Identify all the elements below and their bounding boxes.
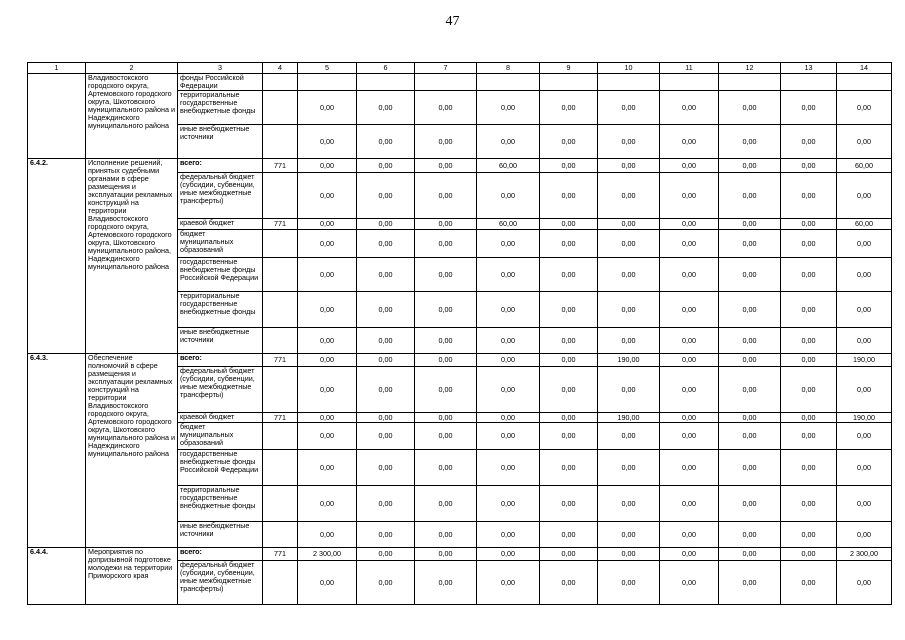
amount-cell: 0,00 <box>598 548 660 561</box>
funding-source: бюджет муниципальных образований <box>178 423 263 450</box>
budget-code <box>263 486 298 522</box>
amount-cell: 60,00 <box>477 219 540 230</box>
budget-code <box>263 91 298 125</box>
amount-cell: 0,00 <box>540 423 598 450</box>
amount-cell: 0,00 <box>719 328 781 354</box>
amount-cell: 0,00 <box>415 413 477 423</box>
amount-cell: 0,00 <box>298 354 357 367</box>
amount-cell: 0,00 <box>598 561 660 605</box>
amount-cell: 0,00 <box>781 292 837 328</box>
funding-source: фонды Российской Федерации <box>178 74 263 91</box>
amount-cell: 0,00 <box>415 561 477 605</box>
amount-cell: 0,00 <box>719 450 781 486</box>
amount-cell: 2 300,00 <box>298 548 357 561</box>
amount-cell: 0,00 <box>415 450 477 486</box>
item-name: Обеспечение полномочий в сфере размещения и эксплуатации рекламных конструкций на территории Владивостокского городского округа, Артемовского городского округа, Шкотовского муниципального района и Надеждинского муниципального района <box>86 354 178 548</box>
header-cell: 8 <box>477 63 540 74</box>
amount-cell: 0,00 <box>719 413 781 423</box>
amount-cell: 0,00 <box>598 91 660 125</box>
item-number: 6.4.2. <box>28 159 86 354</box>
amount-cell: 0,00 <box>660 125 719 159</box>
amount-cell: 0,00 <box>719 367 781 413</box>
amount-cell: 0,00 <box>357 486 415 522</box>
item-name: Владивостокского городского округа, Артемовского городского округа, Шкотовского муниципального района и Надеждинского муниципального района <box>86 74 178 159</box>
amount-cell: 0,00 <box>781 486 837 522</box>
amount-cell: 0,00 <box>837 367 892 413</box>
amount-cell: 0,00 <box>477 367 540 413</box>
amount-cell: 0,00 <box>598 230 660 258</box>
amount-cell: 0,00 <box>660 258 719 292</box>
amount-cell: 0,00 <box>719 219 781 230</box>
header-cell: 5 <box>298 63 357 74</box>
amount-cell: 0,00 <box>357 125 415 159</box>
funding-source: краевой бюджет <box>178 219 263 230</box>
amount-cell: 0,00 <box>781 230 837 258</box>
amount-cell: 0,00 <box>781 561 837 605</box>
amount-cell: 0,00 <box>357 258 415 292</box>
amount-cell: 190,00 <box>598 413 660 423</box>
amount-cell: 0,00 <box>719 486 781 522</box>
amount-cell: 0,00 <box>598 125 660 159</box>
item-name: Исполнение решений, принятых судебными органами в сфере размещения и эксплуатации рекламных конструкций на территории Владивостокского городского округа, Артемовского городского округа, Шкотовского муниципального района, Надеждинского муниципального района <box>86 159 178 354</box>
amount-cell: 0,00 <box>719 561 781 605</box>
table-body <box>28 63 892 605</box>
budget-code <box>263 423 298 450</box>
amount-cell: 0,00 <box>540 413 598 423</box>
header-cell: 11 <box>660 63 719 74</box>
amount-cell: 0,00 <box>781 219 837 230</box>
funding-source: территориальные государственные внебюджетные фонды <box>178 91 263 125</box>
amount-cell: 0,00 <box>357 230 415 258</box>
item-number <box>28 74 86 159</box>
amount-cell: 0,00 <box>598 292 660 328</box>
table-row <box>28 159 892 173</box>
amount-cell: 0,00 <box>837 486 892 522</box>
amount-cell: 0,00 <box>540 219 598 230</box>
amount-cell: 0,00 <box>357 423 415 450</box>
amount-cell <box>781 74 837 91</box>
amount-cell: 0,00 <box>540 159 598 173</box>
amount-cell: 0,00 <box>298 258 357 292</box>
amount-cell <box>298 74 357 91</box>
amount-cell: 0,00 <box>660 173 719 219</box>
amount-cell: 0,00 <box>298 125 357 159</box>
amount-cell: 0,00 <box>598 219 660 230</box>
amount-cell: 0,00 <box>540 258 598 292</box>
amount-cell: 0,00 <box>298 91 357 125</box>
budget-code <box>263 367 298 413</box>
budget-code <box>263 173 298 219</box>
budget-code <box>263 292 298 328</box>
amount-cell: 0,00 <box>837 91 892 125</box>
amount-cell: 0,00 <box>477 91 540 125</box>
header-cell: 6 <box>357 63 415 74</box>
amount-cell: 0,00 <box>540 292 598 328</box>
amount-cell: 0,00 <box>415 91 477 125</box>
funding-source: всего: <box>178 159 263 173</box>
amount-cell <box>719 74 781 91</box>
table-row <box>28 74 892 91</box>
amount-cell: 0,00 <box>298 292 357 328</box>
amount-cell: 0,00 <box>415 522 477 548</box>
amount-cell <box>477 74 540 91</box>
budget-code <box>263 522 298 548</box>
amount-cell: 0,00 <box>781 159 837 173</box>
amount-cell: 0,00 <box>719 292 781 328</box>
amount-cell: 0,00 <box>298 159 357 173</box>
header-cell: 7 <box>415 63 477 74</box>
amount-cell: 0,00 <box>837 522 892 548</box>
budget-code: 771 <box>263 548 298 561</box>
amount-cell: 0,00 <box>357 292 415 328</box>
amount-cell: 0,00 <box>598 258 660 292</box>
amount-cell: 0,00 <box>477 292 540 328</box>
amount-cell: 0,00 <box>598 367 660 413</box>
amount-cell: 0,00 <box>660 328 719 354</box>
amount-cell: 0,00 <box>477 125 540 159</box>
amount-cell: 0,00 <box>598 486 660 522</box>
amount-cell: 0,00 <box>719 230 781 258</box>
amount-cell: 0,00 <box>660 292 719 328</box>
amount-cell: 0,00 <box>357 367 415 413</box>
amount-cell: 0,00 <box>415 292 477 328</box>
amount-cell <box>540 74 598 91</box>
amount-cell: 0,00 <box>837 450 892 486</box>
header-cell: 3 <box>178 63 263 74</box>
amount-cell <box>357 74 415 91</box>
amount-cell: 0,00 <box>415 230 477 258</box>
amount-cell: 0,00 <box>660 486 719 522</box>
amount-cell: 0,00 <box>540 561 598 605</box>
amount-cell: 0,00 <box>357 328 415 354</box>
amount-cell: 0,00 <box>298 173 357 219</box>
amount-cell: 60,00 <box>837 159 892 173</box>
amount-cell: 0,00 <box>357 173 415 219</box>
amount-cell: 0,00 <box>298 413 357 423</box>
amount-cell: 0,00 <box>719 173 781 219</box>
item-name: Мероприятия по допризывной подготовке молодежи на территории Приморского края <box>86 548 178 605</box>
amount-cell: 0,00 <box>660 413 719 423</box>
amount-cell: 0,00 <box>598 159 660 173</box>
budget-code <box>263 328 298 354</box>
header-cell: 9 <box>540 63 598 74</box>
amount-cell: 0,00 <box>598 328 660 354</box>
amount-cell: 0,00 <box>298 561 357 605</box>
amount-cell: 0,00 <box>540 328 598 354</box>
amount-cell: 0,00 <box>477 328 540 354</box>
header-cell: 10 <box>598 63 660 74</box>
amount-cell: 0,00 <box>357 450 415 486</box>
item-number: 6.4.4. <box>28 548 86 605</box>
amount-cell: 0,00 <box>598 173 660 219</box>
amount-cell: 0,00 <box>415 486 477 522</box>
amount-cell: 0,00 <box>415 548 477 561</box>
amount-cell: 0,00 <box>540 548 598 561</box>
amount-cell: 0,00 <box>477 354 540 367</box>
amount-cell: 0,00 <box>540 486 598 522</box>
amount-cell: 0,00 <box>660 230 719 258</box>
amount-cell: 0,00 <box>477 522 540 548</box>
funding-source: государственные внебюджетные фонды Российской Федерации <box>178 450 263 486</box>
amount-cell: 0,00 <box>837 561 892 605</box>
amount-cell: 0,00 <box>298 522 357 548</box>
amount-cell: 0,00 <box>477 486 540 522</box>
amount-cell: 0,00 <box>477 423 540 450</box>
amount-cell: 0,00 <box>837 328 892 354</box>
amount-cell: 0,00 <box>415 354 477 367</box>
amount-cell: 0,00 <box>781 413 837 423</box>
amount-cell: 0,00 <box>598 423 660 450</box>
amount-cell: 0,00 <box>837 230 892 258</box>
amount-cell: 0,00 <box>415 219 477 230</box>
budget-code: 771 <box>263 354 298 367</box>
amount-cell: 0,00 <box>660 450 719 486</box>
budget-code <box>263 450 298 486</box>
funding-source: иные внебюджетные источники <box>178 522 263 548</box>
amount-cell: 0,00 <box>719 125 781 159</box>
amount-cell: 0,00 <box>837 423 892 450</box>
budget-code <box>263 230 298 258</box>
amount-cell: 0,00 <box>477 258 540 292</box>
amount-cell <box>837 74 892 91</box>
amount-cell: 0,00 <box>660 423 719 450</box>
amount-cell: 0,00 <box>660 522 719 548</box>
amount-cell: 0,00 <box>357 522 415 548</box>
amount-cell: 0,00 <box>298 328 357 354</box>
amount-cell: 0,00 <box>357 413 415 423</box>
amount-cell: 0,00 <box>598 522 660 548</box>
amount-cell: 0,00 <box>298 423 357 450</box>
amount-cell: 0,00 <box>781 125 837 159</box>
table-row <box>28 548 892 561</box>
funding-source: территориальные государственные внебюджетные фонды <box>178 486 263 522</box>
amount-cell: 0,00 <box>719 258 781 292</box>
funding-source: всего: <box>178 354 263 367</box>
amount-cell: 0,00 <box>415 328 477 354</box>
amount-cell: 0,00 <box>540 522 598 548</box>
amount-cell: 0,00 <box>540 354 598 367</box>
amount-cell: 0,00 <box>719 354 781 367</box>
amount-cell: 0,00 <box>781 423 837 450</box>
header-cell: 2 <box>86 63 178 74</box>
amount-cell: 190,00 <box>598 354 660 367</box>
amount-cell <box>598 74 660 91</box>
budget-table <box>27 62 892 605</box>
amount-cell: 0,00 <box>540 450 598 486</box>
header-cell: 12 <box>719 63 781 74</box>
budget-code <box>263 74 298 91</box>
amount-cell: 0,00 <box>719 423 781 450</box>
amount-cell: 0,00 <box>660 367 719 413</box>
amount-cell: 0,00 <box>477 450 540 486</box>
amount-cell: 0,00 <box>719 91 781 125</box>
page-number: 47 <box>445 14 460 29</box>
amount-cell: 0,00 <box>415 258 477 292</box>
amount-cell: 0,00 <box>357 354 415 367</box>
amount-cell: 0,00 <box>415 125 477 159</box>
header-cell: 14 <box>837 63 892 74</box>
amount-cell: 0,00 <box>298 367 357 413</box>
funding-source: федеральный бюджет (субсидии, субвенции, иные межбюджетные трансферты) <box>178 367 263 413</box>
amount-cell: 0,00 <box>415 159 477 173</box>
amount-cell: 0,00 <box>540 173 598 219</box>
amount-cell: 0,00 <box>781 91 837 125</box>
header-row <box>28 63 892 74</box>
amount-cell: 0,00 <box>660 354 719 367</box>
table-row <box>28 354 892 367</box>
amount-cell: 0,00 <box>357 548 415 561</box>
amount-cell: 190,00 <box>837 413 892 423</box>
amount-cell: 0,00 <box>781 367 837 413</box>
header-cell: 1 <box>28 63 86 74</box>
amount-cell: 0,00 <box>719 522 781 548</box>
funding-source: всего: <box>178 548 263 561</box>
budget-code <box>263 125 298 159</box>
funding-source: бюджет муниципальных образований <box>178 230 263 258</box>
amount-cell: 0,00 <box>781 173 837 219</box>
funding-source: федеральный бюджет (субсидии, субвенции, иные межбюджетные трансферты) <box>178 561 263 605</box>
amount-cell: 0,00 <box>477 561 540 605</box>
amount-cell: 0,00 <box>837 258 892 292</box>
amount-cell: 0,00 <box>477 173 540 219</box>
amount-cell: 0,00 <box>357 219 415 230</box>
amount-cell: 0,00 <box>477 230 540 258</box>
budget-code: 771 <box>263 219 298 230</box>
amount-cell: 190,00 <box>837 354 892 367</box>
amount-cell: 0,00 <box>477 413 540 423</box>
funding-source: государственные внебюджетные фонды Российской Федерации <box>178 258 263 292</box>
budget-code: 771 <box>263 159 298 173</box>
amount-cell: 0,00 <box>660 91 719 125</box>
funding-source: территориальные государственные внебюджетные фонды <box>178 292 263 328</box>
amount-cell: 0,00 <box>298 219 357 230</box>
amount-cell: 0,00 <box>415 367 477 413</box>
amount-cell: 0,00 <box>719 159 781 173</box>
amount-cell: 0,00 <box>357 91 415 125</box>
amount-cell: 0,00 <box>477 548 540 561</box>
amount-cell: 0,00 <box>598 450 660 486</box>
amount-cell: 0,00 <box>540 367 598 413</box>
amount-cell: 0,00 <box>357 159 415 173</box>
amount-cell <box>660 74 719 91</box>
amount-cell: 2 300,00 <box>837 548 892 561</box>
amount-cell: 0,00 <box>357 561 415 605</box>
amount-cell: 0,00 <box>660 548 719 561</box>
amount-cell: 0,00 <box>298 450 357 486</box>
amount-cell: 0,00 <box>540 91 598 125</box>
amount-cell: 0,00 <box>781 258 837 292</box>
amount-cell: 0,00 <box>837 173 892 219</box>
budget-code: 771 <box>263 413 298 423</box>
item-number: 6.4.3. <box>28 354 86 548</box>
amount-cell: 0,00 <box>660 561 719 605</box>
funding-source: краевой бюджет <box>178 413 263 423</box>
funding-source: иные внебюджетные источники <box>178 328 263 354</box>
amount-cell: 60,00 <box>477 159 540 173</box>
amount-cell: 0,00 <box>781 354 837 367</box>
amount-cell: 0,00 <box>298 230 357 258</box>
header-cell: 13 <box>781 63 837 74</box>
amount-cell: 0,00 <box>540 125 598 159</box>
amount-cell: 0,00 <box>415 423 477 450</box>
amount-cell: 60,00 <box>837 219 892 230</box>
funding-source: федеральный бюджет (субсидии, субвенции, иные межбюджетные трансферты) <box>178 173 263 219</box>
amount-cell <box>415 74 477 91</box>
amount-cell: 0,00 <box>415 173 477 219</box>
header-cell: 4 <box>263 63 298 74</box>
amount-cell: 0,00 <box>837 292 892 328</box>
amount-cell: 0,00 <box>781 548 837 561</box>
funding-source: иные внебюджетные источники <box>178 125 263 159</box>
amount-cell: 0,00 <box>837 125 892 159</box>
amount-cell: 0,00 <box>660 159 719 173</box>
amount-cell: 0,00 <box>540 230 598 258</box>
amount-cell: 0,00 <box>781 328 837 354</box>
amount-cell: 0,00 <box>719 548 781 561</box>
amount-cell: 0,00 <box>660 219 719 230</box>
budget-code <box>263 258 298 292</box>
amount-cell: 0,00 <box>298 486 357 522</box>
amount-cell: 0,00 <box>781 522 837 548</box>
budget-code <box>263 561 298 605</box>
amount-cell: 0,00 <box>781 450 837 486</box>
